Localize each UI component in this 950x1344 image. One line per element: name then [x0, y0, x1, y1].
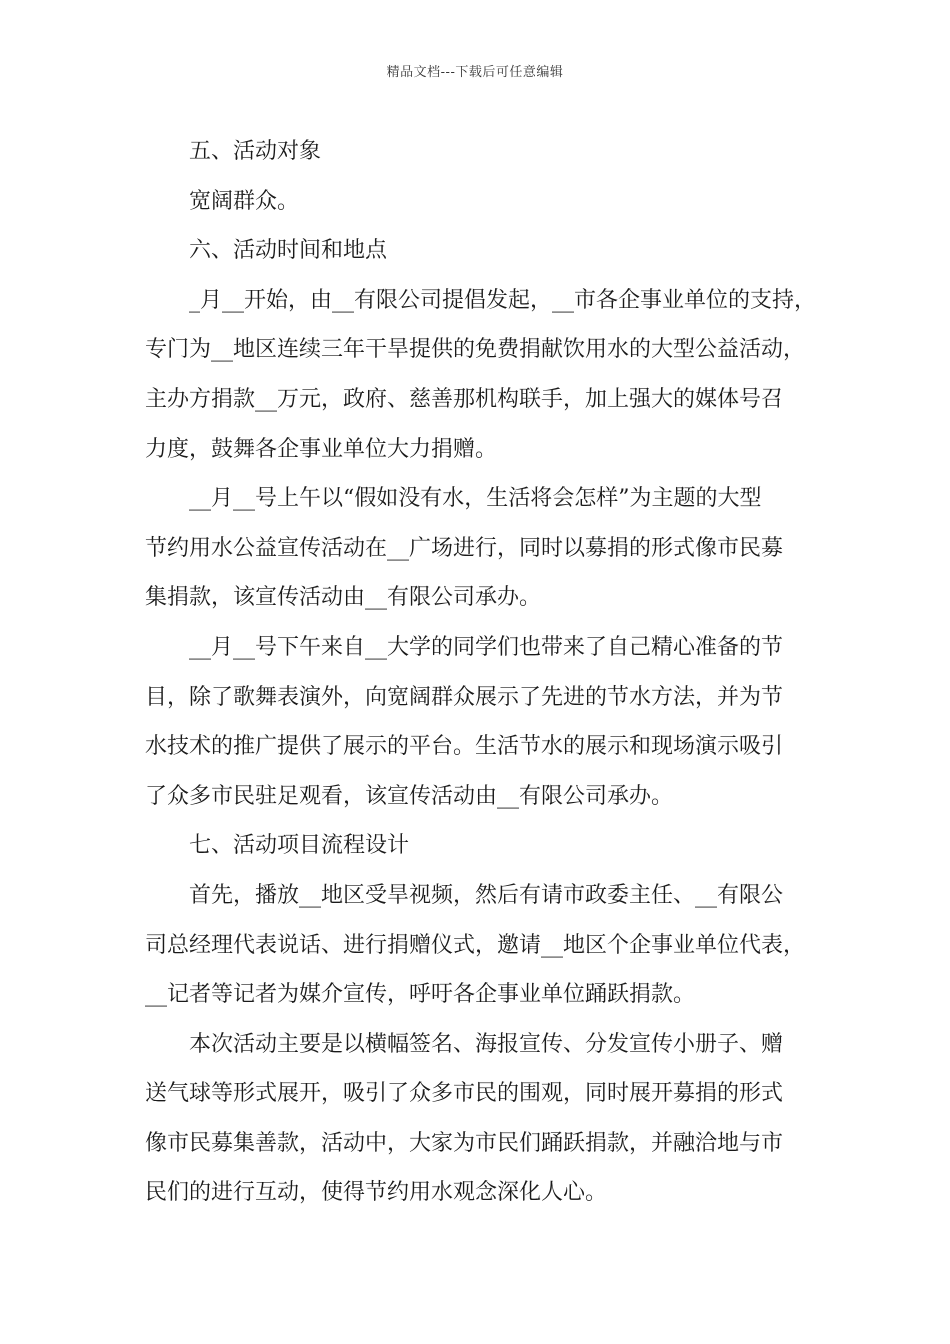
- document-body: [145, 127, 835, 1218]
- paragraph-line: 力度，鼓舞各企事业单位大力捐赠。: [145, 436, 498, 462]
- paragraph-line: __月__号上午以“假如没有水，生活将会怎样”为主题的大型: [189, 486, 762, 512]
- paragraph-line: 节约用水公益宣传活动在__广场进行，同时以募捐的形式像市民募: [145, 535, 784, 561]
- paragraph-line: 集捐款，该宣传活动由__有限公司承办。: [145, 585, 542, 611]
- paragraph-line: 目，除了歌舞表演外，向宽阔群众展示了先进的节水方法，并为节: [145, 684, 784, 710]
- section-heading-process-design: 七、活动项目流程设计: [189, 833, 410, 859]
- page-header: 精品文档---下载后可任意编辑: [386, 65, 564, 80]
- paragraph-line: 主办方捐款__万元，政府、慈善那机构联手，加上强大的媒体号召: [145, 386, 784, 412]
- paragraph-line: 水技术的推广提供了展示的平台。生活节水的展示和现场演示吸引: [145, 734, 784, 760]
- section-heading-target-audience: 五、活动对象: [189, 139, 322, 164]
- paragraph-line: 本次活动主要是以横幅签名、海报宣传、分发宣传小册子、赠: [189, 1031, 784, 1057]
- paragraph-line: 专门为__地区连续三年干旱提供的免费捐献饮用水的大型公益活动，: [145, 337, 806, 363]
- section-heading-time-and-place: 六、活动时间和地点: [189, 238, 388, 264]
- paragraph-line: 宽阔群众。: [189, 188, 300, 214]
- paragraph-line: 司总经理代表说话、进行捐赠仪式，邀请__地区个企事业单位代表，: [145, 932, 806, 958]
- paragraph-line: 首先，播放__地区受旱视频，然后有请市政委主任、__有限公: [189, 882, 784, 908]
- paragraph-line: 了众多市民驻足观看，该宣传活动由__有限公司承办。: [145, 783, 674, 809]
- paragraph-line: __记者等记者为媒介宣传，呼吁各企事业单位踊跃捐款。: [145, 982, 696, 1008]
- paragraph-line: 民们的进行互动，使得节约用水观念深化人心。: [145, 1180, 608, 1206]
- paragraph-line: __月__号下午来自__大学的同学们也带来了自己精心准备的节: [189, 634, 784, 660]
- paragraph-line: _月__开始，由__有限公司提倡发起，__市各企事业单位的支持，: [189, 287, 817, 313]
- paragraph-line: 送气球等形式展开，吸引了众多市民的围观，同时展开募捐的形式: [145, 1081, 784, 1107]
- paragraph-line: 像市民募集善款，活动中，大家为市民们踊跃捐款，并融洽地与市: [145, 1130, 784, 1156]
